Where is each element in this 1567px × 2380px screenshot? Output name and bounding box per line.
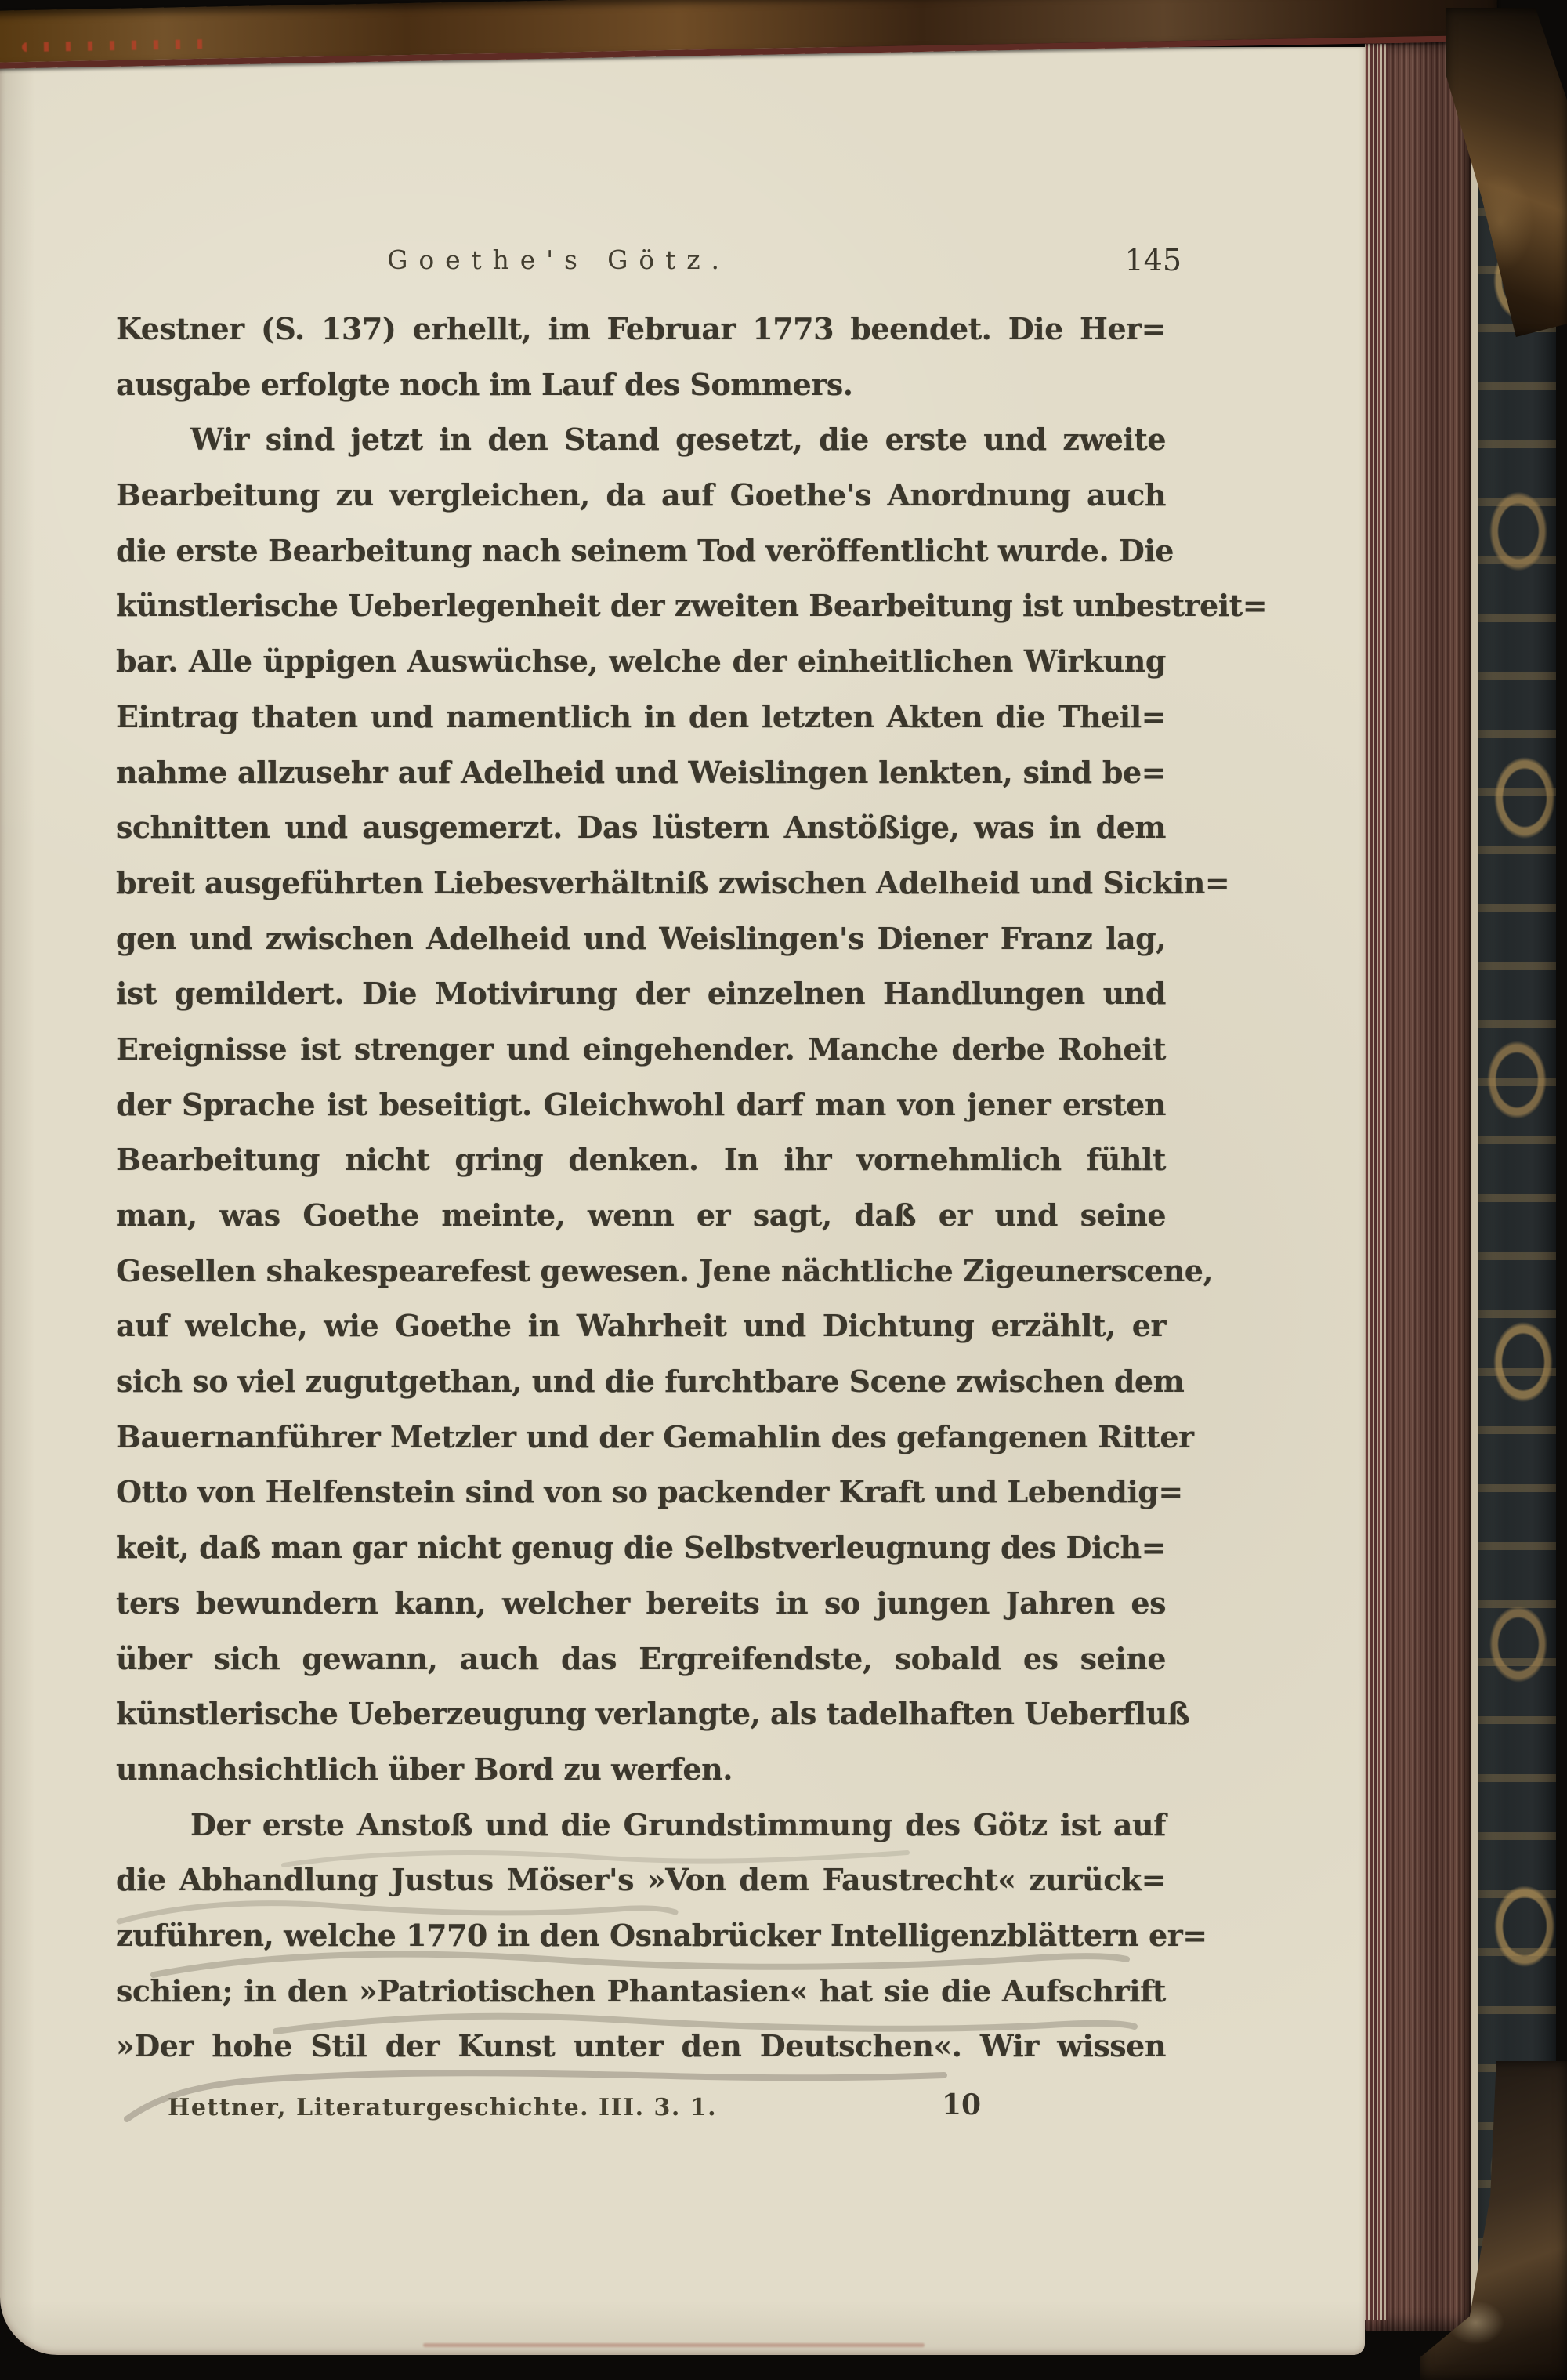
page-number: 145 (1124, 243, 1182, 277)
fore-edge-page-stack (1365, 36, 1471, 2331)
text-line: ters bewundern kann, welcher bereits in so jungen Jahren es (116, 1585, 1166, 1621)
text-line: Bearbeitung zu vergleichen, da auf Goethe's Anordnung auch (116, 477, 1166, 513)
body-text-block (116, 302, 1268, 2074)
text-line: gen und zwischen Adelheid und Weislingen's Diener Franz lag, (116, 920, 1166, 956)
text-line: Gesellen shakespearefest gewesen. Jene nächtliche Zigeunerscene, (116, 1252, 1214, 1288)
text-line: ist gemildert. Die Motivirung der einzelnen Handlungen und (116, 976, 1166, 1012)
text-line: über sich gewann, auch das Ergreifendste, sobald es seine (116, 1640, 1166, 1676)
text-line: Bauernanführer Metzler und der Gemahlin des gefangenen Ritter (116, 1418, 1194, 1454)
text-line: Bearbeitung nicht gring denken. In ihr vornehmlich fühlt (116, 1142, 1166, 1178)
footer-sheet-number: 10 (941, 2088, 982, 2121)
text-line: bar. Alle üppigen Auswüchse, welche der einheitlichen Wirkung (116, 643, 1166, 679)
text-line: sich so viel zugutgethan, und die furchtbare Scene zwischen dem (116, 1364, 1185, 1400)
text-line: künstlerische Ueberzeugung verlangte, als tadelhaften Ueberfluß (116, 1696, 1190, 1732)
text-line: der Sprache ist beseitigt. Gleichwohl darf man von jener ersten (116, 1086, 1166, 1122)
text-line: »Der hohe Stil der Kunst unter den Deutschen«. Wir wissen (116, 2028, 1166, 2064)
page-bottom-red-smudge (423, 2343, 925, 2347)
text-line: man, was Goethe meinte, wenn er sagt, daß er und seine (116, 1197, 1166, 1233)
running-title: Goethe's Götz. (387, 245, 730, 275)
text-line: schnitten und ausgemerzt. Das lüstern Anstößige, was in dem (116, 810, 1166, 846)
text-line: Wir sind jetzt in den Stand gesetzt, die erste und zweite (190, 422, 1166, 458)
text-line: Eintrag thaten und namentlich in den letzten Akten die Theil= (116, 698, 1166, 734)
text-line: zuführen, welche 1770 in den Osnabrücker Intelligenzblättern er= (116, 1917, 1207, 1953)
text-line: die erste Bearbeitung nach seinem Tod veröffentlicht wurde. Die (116, 532, 1174, 568)
text-line: ausgabe erfolgte noch im Lauf des Sommers. (116, 366, 853, 402)
text-line: breit ausgeführten Liebesverhältniß zwischen Adelheid und Sickin= (116, 864, 1230, 900)
text-line: Ereignisse ist strenger und eingehender. Manche derbe Roheit (116, 1031, 1166, 1067)
text-line: die Abhandlung Justus Möser's »Von dem Faustrecht« zurück= (116, 1862, 1166, 1898)
marbled-cover (1471, 92, 1556, 2353)
text-line: Kestner (S. 137) erhellt, im Februar 1773 beendet. Die Her= (116, 311, 1166, 346)
text-line: unnachsichtlich über Bord zu werfen. (116, 1751, 733, 1787)
footer-imprint: Hettner, Literaturgeschichte. III. 3. 1. (168, 2094, 718, 2121)
text-line: keit, daß man gar nicht genug die Selbstverleugnung des Dich= (116, 1530, 1166, 1566)
text-line: künstlerische Ueberlegenheit der zweiten Bearbeitung ist unbestreit= (116, 588, 1268, 624)
text-line: Otto von Helfenstein sind von so packender Kraft und Lebendig= (116, 1474, 1183, 1510)
text-line: auf welche, wie Goethe in Wahrheit und Dichtung erzählt, er (116, 1308, 1166, 1344)
text-line: Der erste Anstoß und die Grundstimmung des Götz ist auf (190, 1806, 1166, 1842)
text-line: schien; in den »Patriotischen Phantasien« hat sie die Aufschrift (116, 1972, 1166, 2009)
text-line: nahme allzusehr auf Adelheid und Weislingen lenkten, sind be= (116, 754, 1166, 790)
